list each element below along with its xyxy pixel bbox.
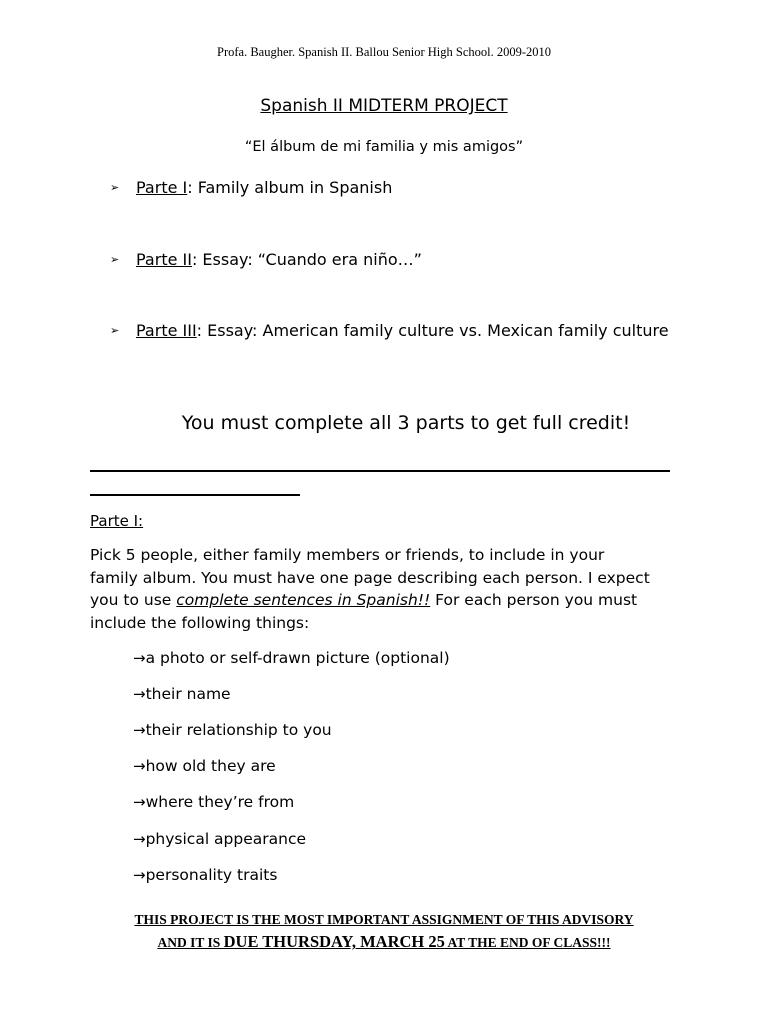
arrow-icon: → [133, 685, 146, 703]
arrow-bullet-icon: ➢ [110, 253, 120, 266]
document-title: Spanish II MIDTERM PROJECT [260, 96, 508, 116]
section-heading: Parte I: [90, 512, 144, 530]
list-item: →how old they are [133, 757, 276, 775]
list-item: →a photo or self-drawn picture (optional) [133, 649, 450, 667]
part-description: : Essay: American family culture vs. Mexican family culture [196, 321, 669, 340]
emphasis-text: complete sentences in Spanish!! [176, 591, 431, 609]
arrow-bullet-icon: ➢ [110, 181, 120, 194]
arrow-icon: → [133, 830, 146, 848]
arrow-icon: → [133, 793, 146, 811]
list-item: →their relationship to you [133, 721, 332, 739]
page-header: Profa. Baugher. Spanish II. Ballou Senior High School. 2009-2010 [217, 45, 551, 59]
divider-line [90, 494, 300, 496]
notice-line: AND IT IS DUE THURSDAY, MARCH 25 AT THE END OF CLASS!!! [157, 932, 611, 951]
list-item: →physical appearance [133, 830, 307, 848]
instructions-paragraph: Pick 5 people, either family members or friends, to include in your family album. You must have one page describing each person. I expect you to use complete sentences in Spanish!! For each person you must include the following things: [90, 546, 650, 632]
part-label: Parte I [136, 178, 188, 197]
arrow-icon: → [133, 757, 146, 775]
notice-line: THIS PROJECT IS THE MOST IMPORTANT ASSIGNMENT OF THIS ADVISORY [134, 912, 634, 927]
arrow-bullet-icon: ➢ [110, 324, 120, 337]
arrow-icon: → [133, 721, 146, 739]
document-subtitle: “El álbum de mi familia y mis amigos” [244, 139, 524, 155]
part-label: Parte II [136, 250, 192, 269]
due-date: DUE THURSDAY, MARCH 25 [223, 932, 445, 951]
part-description: : Family album in Spanish [187, 178, 393, 197]
part-label: Parte III [136, 321, 197, 340]
due-date-notice [0, 909, 768, 954]
part-description: : Essay: “Cuando era niño…” [191, 250, 422, 269]
list-item: →their name [133, 685, 231, 703]
divider-line [90, 470, 670, 472]
list-item: →personality traits [133, 866, 278, 884]
list-item: →where they’re from [133, 793, 295, 811]
arrow-icon: → [133, 866, 146, 884]
credit-note: You must complete all 3 parts to get full credit! [181, 412, 631, 434]
arrow-icon: → [133, 649, 146, 667]
